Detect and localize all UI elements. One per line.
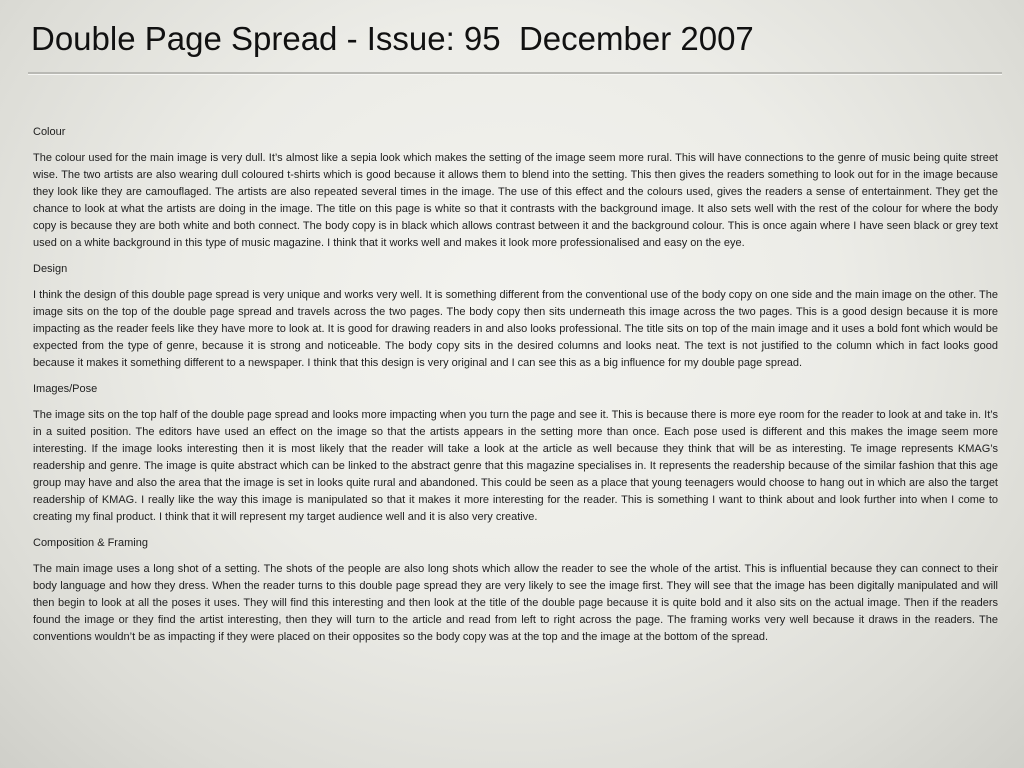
section-body-composition-framing: The main image uses a long shot of a setting. The shots of the people are also long shots which allow the reader to see the whole of the artist. This is influential because they can connect to their body language and how they dress. When the reader turns to this double page spread they are very likely to see the image first. They will see that the image has been digitally manipulated and will then begin to look at all the poses it uses. They will find this interesting and then look at the title of the double page because it is quite bold and it also sits on the actual image. Then if the readers found the image or they find the artist interesting, then they will turn to the article and read from left to right across the page. The framing works very well because it draws in the readers. The conventions wouldn’t be as impacting if they were placed on their opposites so the body copy was at the top and the image at the bottom of the spread. <box>33 563 998 643</box>
section-heading-images-pose: Images/Pose <box>33 383 98 395</box>
section-heading-colour: Colour <box>33 126 66 138</box>
section-heading-design: Design <box>33 263 68 275</box>
section-body-colour: The colour used for the main image is very dull. It’s almost like a sepia look which makes the setting of the image seem more rural. This will have connections to the genre of music being quite street wise. The two artists are also wearing dull coloured t-shirts which is good because it allows them to blend into the setting. This then gives the readers something to look out for in the image because they look like they are camouflaged. The artists are also repeated several times in the image. The use of this effect and the colours used, gives the readers a sense of entertainment. They get the chance to look at what the artists are doing in the image. The title on this page is white so that it contrasts with the background image. It also sets well with the rest of the colour for where the body copy is because they are both white and both connect. The body copy is in black which allows contrast between it and the background colour. This is once again where I have seen black or grey text used on a white background in this type of music magazine. I think that it works well and makes it look more professionalised and easy on the eye. <box>33 152 998 249</box>
section-body-images-pose: The image sits on the top half of the double page spread and looks more impacting when you turn the page and see it. This is because there is more eye room for the reader to look at and take in. It’s in a suited position. The editors have used an effect on the image so that the artists appears in the setting more than once. Each pose used is different and this makes the image seem more interesting. If the image looks interesting then it is most likely that the reader will take a look at the article as well because they think that will be as interesting. Te image represents KMAG’s readership and genre. The image is quite abstract which can be linked to the abstract genre that this magazine specialises in. It represents the readership because of the similar fashion that this age group may have and also the area that the image is set in looks quite rural and abandoned. This could be seen as a place that young teenagers would choose to hang out in which are also the target readership of KMAG. I really like the way this image is manipulated so that it makes it more interesting for the reader. This is something I want to think about and look further into when I come to creating my final product. I think that it will represent my target audience well and it is also very creative. <box>33 409 998 523</box>
slide-title: Double Page Spread - Issue: 95 December 2007 <box>31 20 754 57</box>
title-divider <box>28 72 1002 74</box>
section-body-design: I think the design of this double page spread is very unique and works very well. It is something different from the conventional use of the body copy on one side and the main image on the other. The image sits on the top of the double page spread and travels across the two pages. The body copy then sits underneath this image across the two pages. This is a good design because it is more impacting as the reader feels like they have more to look at. It is good for drawing readers in and also looks professional. The title sits on top of the main image and it uses a bold font which would be expected from the type of genre, because it is strong and noticeable. The body copy sits in the desired columns and looks neat. The text is not justified to the column which in fact looks good because it makes it something different to a newspaper. I think that this design is very original and I can see this as a big influence for my double page spread. <box>33 289 998 369</box>
slide-content <box>33 124 998 655</box>
section-heading-composition-framing: Composition & Framing <box>33 537 148 549</box>
